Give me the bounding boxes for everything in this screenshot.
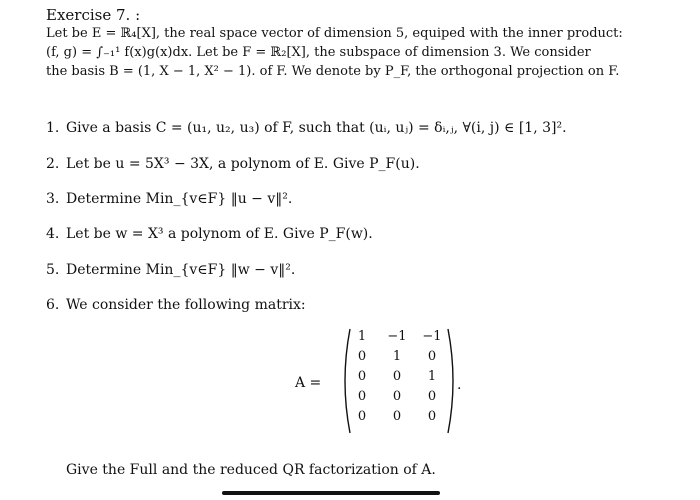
matrix-cell: 0	[357, 369, 367, 384]
matrix-cell: 0	[427, 349, 437, 364]
question-text: Let be u = 5X³ − 3X, a polynom of E. Give P_F(u).	[66, 156, 420, 172]
question-text: Give a basis C = (u₁, u₂, u₃) of F, such that (uᵢ, uⱼ) = δᵢ,ⱼ, ∀(i, j) ∈ [1, 3]².	[66, 120, 567, 136]
matrix-cell: 0	[357, 409, 367, 424]
matrix-entries	[347, 327, 447, 427]
question-number: 2.	[46, 156, 60, 172]
intro-line-2: (f, g) = ∫₋₁¹ f(x)g(x)dx. Let be F = ℝ₂[X], the subspace of dimension 3. We consider	[46, 45, 591, 60]
question-text: We consider the following matrix:	[66, 297, 306, 313]
question-number: 5.	[46, 262, 60, 278]
matrix-cell: 0	[392, 389, 402, 404]
question-number: 1.	[46, 120, 60, 136]
question-number: 6.	[46, 297, 60, 313]
question-item	[46, 226, 373, 242]
matrix-cell: 0	[392, 409, 402, 424]
question-item	[46, 156, 420, 172]
home-indicator-bar[interactable]	[222, 491, 440, 495]
question-item	[46, 297, 306, 313]
matrix-cell: 0	[427, 389, 437, 404]
intro-line-1: Let be E = ℝ₄[X], the real space vector of dimension 5, equiped with the inner product:	[46, 26, 623, 41]
matrix-label: A =	[295, 375, 322, 391]
matrix-period: .	[457, 377, 462, 393]
matrix-cell: 1	[392, 349, 402, 364]
matrix-cell: −1	[422, 329, 442, 344]
question-item	[46, 191, 292, 207]
exercise-title: Exercise 7. :	[46, 6, 141, 24]
question-item	[46, 120, 567, 136]
matrix-cell: 0	[392, 369, 402, 384]
matrix-cell: −1	[387, 329, 407, 344]
matrix-cell: 1	[427, 369, 437, 384]
question-item	[46, 262, 295, 278]
question-text: Let be w = X³ a polynom of E. Give P_F(w).	[66, 226, 373, 242]
question-number: 4.	[46, 226, 60, 242]
final-instruction: Give the Full and the reduced QR factorization of A.	[66, 462, 436, 478]
question-text: Determine Min_{v∈F} ‖w − v‖².	[66, 262, 296, 278]
matrix-cell: 0	[427, 409, 437, 424]
matrix-cell: 0	[357, 389, 367, 404]
intro-line-3: the basis B = (1, X − 1, X² − 1). of F. We denote by P_F, the orthogonal projection on F.	[46, 64, 620, 79]
question-text: Determine Min_{v∈F} ‖u − v‖².	[66, 191, 293, 207]
matrix-cell: 0	[357, 349, 367, 364]
question-number: 3.	[46, 191, 60, 207]
matrix-cell: 1	[357, 329, 367, 344]
right-parenthesis	[448, 329, 453, 433]
